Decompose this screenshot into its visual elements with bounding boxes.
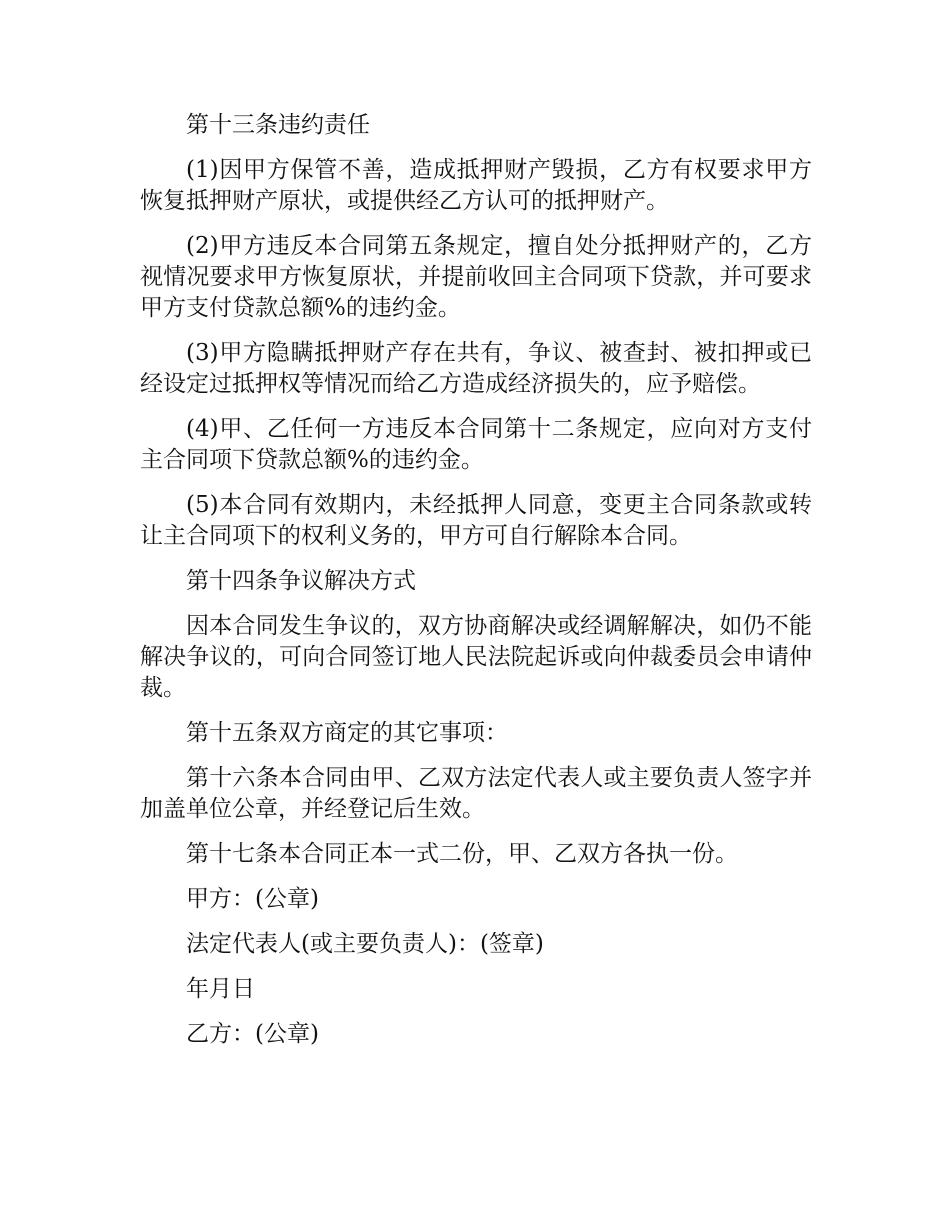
clause-13-2: (2)甲方违反本合同第五条规定，擅自处分抵押财产的，乙方视情况要求甲方恢复原状，并提前收回主合同项下贷款，并可要求甲方支付贷款总额%的违约金。 [140,233,812,321]
article-14-body: 因本合同发生争议的，双方协商解决或经调解解决，如仍不能解决争议的，可向合同签订地人民法院起诉或向仲裁委员会申请仲裁。 [140,613,812,701]
clause-13-4: (4)甲、乙任何一方违反本合同第十二条规定，应向对方支付主合同项下贷款总额%的违约金。 [140,416,812,473]
party-a-seal-line: 甲方：(公章) [186,886,319,912]
clause-13-1: (1)因甲方保管不善，造成抵押财产毁损，乙方有权要求甲方恢复抵押财产原状，或提供经乙方认可的抵押财产。 [140,157,812,214]
date-line: 年月日 [186,976,255,1002]
legal-representative-signature-line: 法定代表人(或主要负责人)：(签章) [186,931,544,957]
article-17: 第十七条本合同正本一式二份，甲、乙双方各执一份。 [186,841,738,867]
article-14-heading: 第十四条争议解决方式 [186,568,416,594]
document-body [140,110,812,1064]
article-13-heading: 第十三条违约责任 [186,112,370,138]
article-15-heading: 第十五条双方商定的其它事项： [186,720,508,746]
clause-13-5: (5)本合同有效期内，未经抵押人同意，变更主合同条款或转让主合同项下的权利义务的，甲方可自行解除本合同。 [140,492,812,549]
clause-13-3: (3)甲方隐瞒抵押财产存在共有，争议、被查封、被扣押或已经设定过抵押权等情况而给乙方造成经济损失的，应予赔偿。 [140,340,812,397]
party-b-seal-line: 乙方：(公章) [186,1021,319,1047]
article-16: 第十六条本合同由甲、乙双方法定代表人或主要负责人签字并加盖单位公章，并经登记后生效。 [140,765,812,822]
